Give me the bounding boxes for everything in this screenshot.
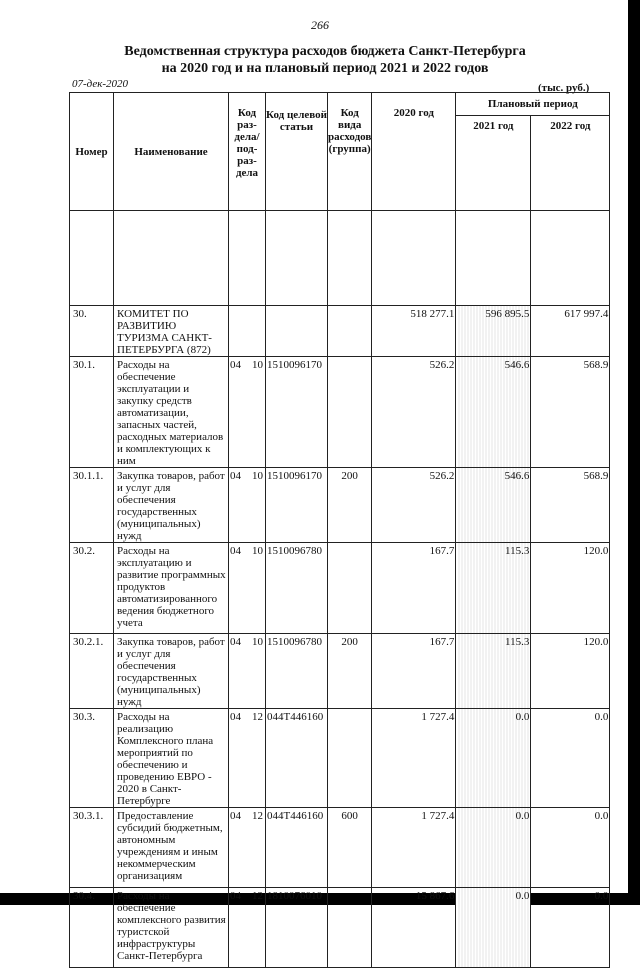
row-name: Предоставление субсидий бюджетным, автономным учреждениям и иным некоммерческим организациям — [114, 808, 229, 888]
row-expense-type — [328, 709, 372, 808]
row-section — [229, 888, 266, 968]
row-expense-type — [328, 357, 372, 468]
row-article — [266, 306, 328, 357]
row-number: 30.3. — [70, 709, 114, 808]
table-row — [70, 808, 610, 888]
header-expense-type-code: Код вида расходов (группа) — [328, 93, 372, 211]
table-row — [70, 306, 610, 357]
row-value-2020: 167.7 — [372, 634, 456, 709]
table-row — [70, 709, 610, 808]
row-section-part: 04 — [230, 810, 241, 822]
row-number: 30.1.1. — [70, 468, 114, 543]
row-expense-type — [328, 543, 372, 634]
row-article: 1510096780 — [266, 634, 328, 709]
row-number: 30.2.1. — [70, 634, 114, 709]
row-section — [229, 306, 266, 357]
row-value-2020: 167.7 — [372, 543, 456, 634]
row-section — [229, 709, 266, 808]
row-value-2021: 115.3 — [456, 634, 531, 709]
row-value-2020: 518 277.1 — [372, 306, 456, 357]
budget-table — [69, 92, 610, 968]
title-line-1: Ведомственная структура расходов бюджета Санкт-Петербурга — [124, 44, 526, 59]
row-number: 30.4. — [70, 888, 114, 968]
row-value-2020: 526.2 — [372, 468, 456, 543]
header-year-2022: 2022 год — [531, 116, 610, 211]
row-value-2020: 1 727.4 — [372, 808, 456, 888]
row-name: Закупка товаров, работ и услуг для обеспечения государственных (муниципальных) нужд — [114, 468, 229, 543]
row-article: 1510096170 — [266, 468, 328, 543]
title-line-2: на 2020 год и на плановый период 2021 и 2022 годов — [161, 61, 489, 76]
header-number: Номер — [70, 93, 114, 211]
table-row — [70, 468, 610, 543]
row-section-part: 04 — [230, 890, 241, 902]
row-name: Закупка товаров, работ и услуг для обеспечения государственных (муниципальных) нужд — [114, 634, 229, 709]
row-value-2021: 0.0 — [456, 808, 531, 888]
row-section — [229, 808, 266, 888]
row-subsection-part: 10 — [252, 636, 263, 648]
row-value-2022: 568.9 — [531, 357, 610, 468]
page-number: 266 — [311, 18, 329, 32]
row-name: Расходы на реализацию Комплексного плана мероприятий по обеспечению и проведению ЕВРО - 2020 в Санкт-Петербурге — [114, 709, 229, 808]
row-expense-type — [328, 306, 372, 357]
table-row — [70, 888, 610, 968]
header-year-2020: 2020 год — [372, 93, 456, 211]
row-value-2021: 596 895.5 — [456, 306, 531, 357]
row-value-2022: 0.0 — [531, 808, 610, 888]
row-number: 30.1. — [70, 357, 114, 468]
gap-row — [70, 211, 610, 306]
table-row — [70, 634, 610, 709]
row-value-2021: 546.6 — [456, 357, 531, 468]
table-row — [70, 543, 610, 634]
header-year-2021: 2021 год — [456, 116, 531, 211]
row-subsection-part: 10 — [252, 545, 263, 557]
header-planned-period: Плановый период — [456, 93, 610, 116]
row-section-part: 04 — [230, 545, 241, 557]
row-value-2020: 526.2 — [372, 357, 456, 468]
row-value-2021: 546.6 — [456, 468, 531, 543]
row-value-2022: 120.0 — [531, 634, 610, 709]
table-row — [70, 357, 610, 468]
row-section — [229, 468, 266, 543]
row-expense-type — [328, 888, 372, 968]
row-name: Расходы на обеспечение комплексного развития туристской инфраструктуры Санкт-Петербурга — [114, 888, 229, 968]
row-article: 1510096170 — [266, 357, 328, 468]
document-date: 07-дек-2020 — [72, 78, 129, 90]
row-article: 1810076010 — [266, 888, 328, 968]
row-expense-type: 200 — [328, 634, 372, 709]
row-name: КОМИТЕТ ПО РАЗВИТИЮ ТУРИЗМА САНКТ-ПЕТЕРБУРГА (872) — [114, 306, 229, 357]
row-subsection-part: 10 — [252, 359, 263, 371]
row-section-part: 04 — [230, 359, 241, 371]
row-value-2020: 1 727.4 — [372, 709, 456, 808]
row-value-2020: 15 867.6 — [372, 888, 456, 968]
row-value-2022: 0.0 — [531, 709, 610, 808]
row-number: 30.2. — [70, 543, 114, 634]
row-section-part: 04 — [230, 711, 241, 723]
units-label: (тыс. руб.) — [538, 82, 590, 94]
row-section — [229, 543, 266, 634]
row-value-2021: 0.0 — [456, 709, 531, 808]
row-value-2021: 115.3 — [456, 543, 531, 634]
row-article: 044Т446160 — [266, 709, 328, 808]
row-subsection-part: 10 — [252, 470, 263, 482]
header-name: Наименование — [114, 93, 229, 211]
row-article: 1510096780 — [266, 543, 328, 634]
document-title — [30, 43, 620, 77]
row-expense-type: 600 — [328, 808, 372, 888]
row-value-2021: 0.0 — [456, 888, 531, 968]
row-name: Расходы на эксплуатацию и развитие программных продуктов автоматизированного ведения бюджетного учета — [114, 543, 229, 634]
scan-edge-right — [628, 0, 640, 905]
row-section — [229, 357, 266, 468]
row-number: 30. — [70, 306, 114, 357]
row-name: Расходы на обеспечение эксплуатации и закупку средств автоматизации, запасных частей, расходных материалов и комплектующих к ним — [114, 357, 229, 468]
row-value-2022: 617 997.4 — [531, 306, 610, 357]
row-subsection-part: 12 — [252, 890, 263, 902]
row-value-2022: 120.0 — [531, 543, 610, 634]
header-section-code: Код раз- дела/ под- раз- дела — [229, 93, 266, 211]
row-article: 044Т446160 — [266, 808, 328, 888]
row-number: 30.3.1. — [70, 808, 114, 888]
row-expense-type: 200 — [328, 468, 372, 543]
row-section-part: 04 — [230, 636, 241, 648]
row-subsection-part: 12 — [252, 711, 263, 723]
header-article-code: Код целевой статьи — [266, 93, 328, 211]
row-section — [229, 634, 266, 709]
row-value-2022: 568.9 — [531, 468, 610, 543]
row-section-part: 04 — [230, 470, 241, 482]
row-subsection-part: 12 — [252, 810, 263, 822]
row-value-2022: 0.0 — [531, 888, 610, 968]
